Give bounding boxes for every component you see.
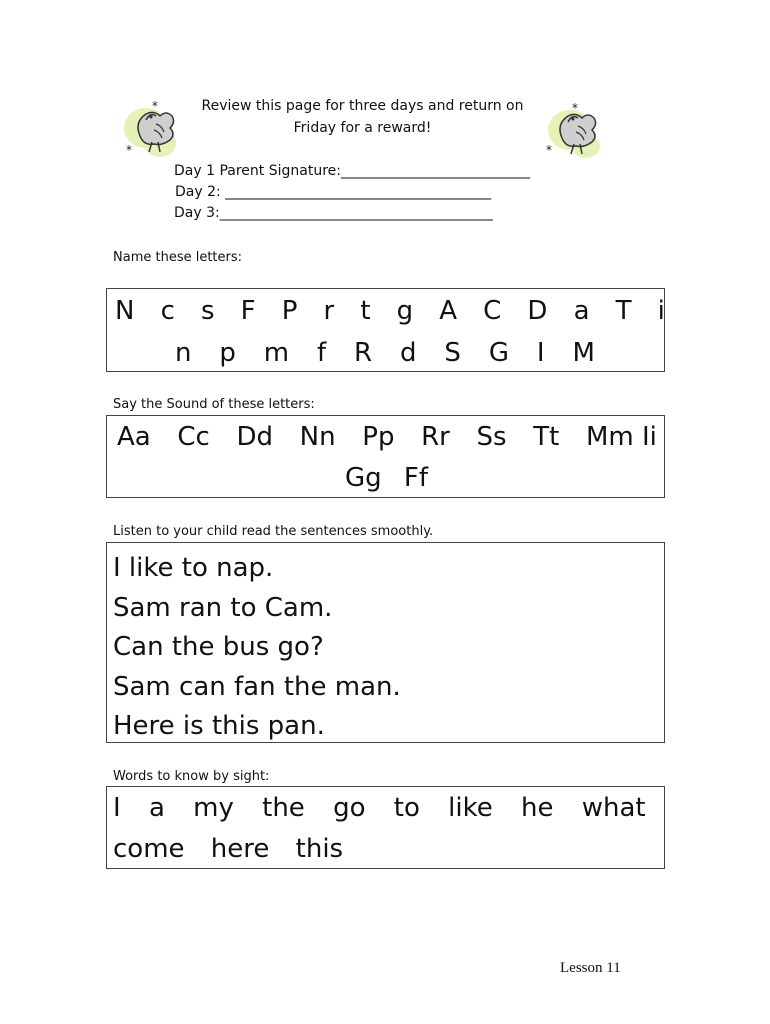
letter: c	[160, 296, 175, 326]
sentence: Sam can fan the man.	[113, 671, 401, 702]
letter: C	[483, 296, 502, 326]
sentence: Sam ran to Cam.	[113, 592, 333, 623]
letter: N	[115, 296, 135, 326]
sight-word: I	[113, 793, 121, 823]
svg-text:*: *	[126, 143, 132, 157]
name-letters-label: Name these letters:	[113, 250, 243, 265]
day3-signature-line: Day 3:_______________________________________	[174, 205, 493, 221]
lesson-number: Lesson 11	[560, 960, 621, 976]
sight-word: he	[520, 793, 554, 823]
instructions-line-1: Review this page for three days and return on	[201, 98, 524, 114]
sounds-label: Say the Sound of these letters:	[113, 397, 315, 412]
turkey-icon	[118, 98, 188, 168]
letter: R	[354, 338, 373, 368]
sentence: Here is this pan.	[113, 711, 325, 741]
day1-signature-line: Day 1 Parent Signature:___________________________	[174, 163, 530, 179]
sentence: Can the bus go?	[113, 632, 324, 662]
svg-text:*: *	[572, 101, 578, 115]
letter: r	[323, 296, 335, 326]
letter-pair: Ss	[476, 422, 507, 452]
sight-word: go	[333, 793, 366, 823]
letter: p	[219, 338, 236, 368]
sight-word: what	[581, 793, 646, 823]
svg-text:*: *	[546, 143, 552, 157]
letter: g	[396, 296, 414, 326]
sentence: I like to nap.	[113, 553, 274, 583]
instructions	[180, 95, 545, 139]
sight-word: the	[262, 793, 305, 823]
name-letters-row-1	[115, 296, 665, 326]
letter: d	[400, 338, 417, 368]
letter: f	[317, 338, 327, 368]
letter: m	[263, 338, 290, 368]
letter: M	[572, 338, 595, 368]
letter-pair: Dd	[236, 422, 274, 452]
letter: i	[657, 296, 665, 326]
sounds-row-2	[345, 463, 442, 493]
sounds-row-1	[117, 422, 657, 452]
letter: I	[536, 338, 545, 368]
sight-words-label: Words to know by sight:	[113, 769, 270, 784]
letter-pair: Cc	[177, 422, 210, 452]
letter-pair: Pp	[362, 422, 395, 452]
letter: P	[281, 296, 298, 326]
letter: n	[175, 338, 192, 368]
letter: S	[444, 338, 461, 368]
letter: t	[360, 296, 371, 326]
letter: F	[240, 296, 256, 326]
sight-word: come	[113, 834, 185, 864]
letter-pair: Tt	[533, 422, 560, 452]
letter-pair: Mm Ii	[585, 422, 657, 452]
letter: s	[200, 296, 215, 326]
sight-word: to	[393, 793, 420, 823]
sight-word: my	[193, 793, 234, 823]
sight-word: like	[448, 793, 493, 823]
name-letters-row-2	[175, 338, 595, 368]
svg-text:*: *	[152, 99, 158, 113]
sight-word: this	[295, 834, 344, 864]
letter: A	[439, 296, 458, 326]
letter: D	[527, 296, 548, 326]
day2-signature-line: Day 2: ______________________________________	[175, 184, 492, 200]
letter-pair: Ff	[403, 463, 429, 493]
instructions-line-2: Friday for a reward!	[293, 120, 432, 136]
sight-word: here	[210, 834, 270, 864]
sight-word: a	[148, 793, 165, 823]
letter: T	[615, 296, 632, 326]
sight-words-row-2	[113, 834, 361, 864]
letter: G	[488, 338, 509, 368]
letter: a	[573, 296, 590, 326]
letter-pair: Aa	[117, 422, 151, 452]
sight-words-row-1	[113, 793, 666, 823]
turkey-icon	[540, 100, 610, 170]
letter-pair: Gg	[345, 463, 382, 493]
sentences-label: Listen to your child read the sentences smoothly.	[113, 524, 434, 539]
letter-pair: Nn	[299, 422, 336, 452]
letter-pair: Rr	[421, 422, 450, 452]
sentences-list	[113, 549, 401, 747]
